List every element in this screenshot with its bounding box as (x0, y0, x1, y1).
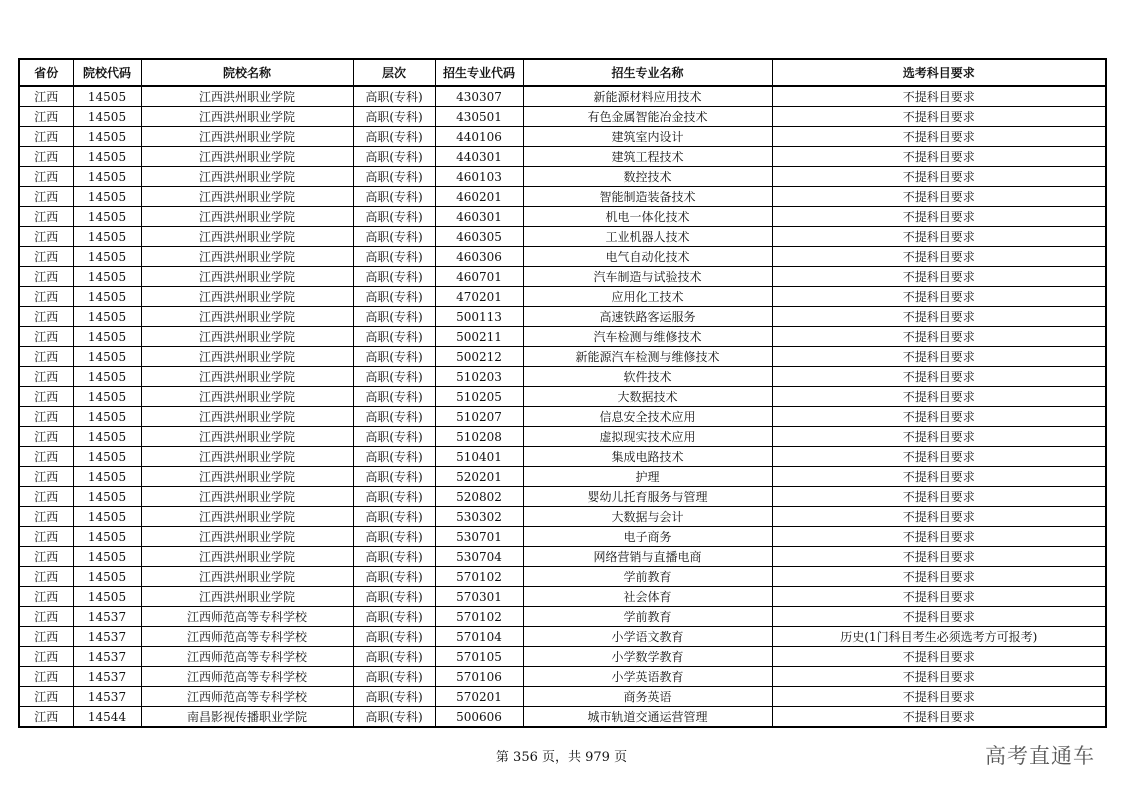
table-row (19, 247, 1106, 267)
cell-level: 高职(专科) (353, 627, 435, 647)
cell-school-name: 江西洪州职业学院 (141, 167, 353, 187)
cell-level: 高职(专科) (353, 567, 435, 587)
cell-major-name: 大数据技术 (523, 387, 772, 407)
cell-subject-requirement: 不提科目要求 (772, 647, 1106, 667)
cell-school-code: 14505 (73, 307, 141, 327)
cell-level: 高职(专科) (353, 327, 435, 347)
cell-major-code: 570301 (435, 587, 523, 607)
cell-major-code: 570102 (435, 567, 523, 587)
column-header-major-name: 招生专业名称 (523, 59, 772, 86)
cell-subject-requirement: 不提科目要求 (772, 227, 1106, 247)
cell-subject-requirement: 不提科目要求 (772, 247, 1106, 267)
cell-province: 江西 (19, 107, 73, 127)
cell-subject-requirement: 不提科目要求 (772, 107, 1106, 127)
cell-school-name: 江西洪州职业学院 (141, 347, 353, 367)
cell-school-code: 14505 (73, 187, 141, 207)
cell-school-code: 14537 (73, 687, 141, 707)
cell-major-name: 汽车制造与试验技术 (523, 267, 772, 287)
cell-school-code: 14505 (73, 107, 141, 127)
cell-subject-requirement: 不提科目要求 (772, 487, 1106, 507)
cell-level: 高职(专科) (353, 507, 435, 527)
cell-major-name: 应用化工技术 (523, 287, 772, 307)
cell-school-code: 14505 (73, 507, 141, 527)
cell-school-name: 江西洪州职业学院 (141, 107, 353, 127)
cell-school-code: 14505 (73, 227, 141, 247)
table-row (19, 427, 1106, 447)
cell-major-code: 500606 (435, 707, 523, 728)
cell-subject-requirement: 不提科目要求 (772, 447, 1106, 467)
cell-province: 江西 (19, 187, 73, 207)
cell-school-code: 14505 (73, 247, 141, 267)
cell-major-name: 电气自动化技术 (523, 247, 772, 267)
cell-subject-requirement: 不提科目要求 (772, 407, 1106, 427)
table-row (19, 587, 1106, 607)
cell-school-code: 14505 (73, 467, 141, 487)
cell-level: 高职(专科) (353, 187, 435, 207)
table-row (19, 227, 1106, 247)
cell-province: 江西 (19, 267, 73, 287)
cell-level: 高职(专科) (353, 347, 435, 367)
cell-major-name: 小学英语教育 (523, 667, 772, 687)
cell-major-code: 460306 (435, 247, 523, 267)
cell-level: 高职(专科) (353, 427, 435, 447)
cell-province: 江西 (19, 567, 73, 587)
table-row (19, 327, 1106, 347)
table-row (19, 467, 1106, 487)
cell-school-name: 江西师范高等专科学校 (141, 607, 353, 627)
cell-level: 高职(专科) (353, 167, 435, 187)
cell-level: 高职(专科) (353, 227, 435, 247)
cell-major-code: 430501 (435, 107, 523, 127)
cell-level: 高职(专科) (353, 547, 435, 567)
cell-subject-requirement: 不提科目要求 (772, 607, 1106, 627)
cell-major-code: 510208 (435, 427, 523, 447)
cell-province: 江西 (19, 207, 73, 227)
cell-school-code: 14505 (73, 147, 141, 167)
cell-school-code: 14505 (73, 327, 141, 347)
cell-subject-requirement: 不提科目要求 (772, 127, 1106, 147)
cell-province: 江西 (19, 607, 73, 627)
cell-school-code: 14505 (73, 347, 141, 367)
cell-school-name: 江西洪州职业学院 (141, 307, 353, 327)
cell-subject-requirement: 不提科目要求 (772, 687, 1106, 707)
cell-school-code: 14544 (73, 707, 141, 728)
cell-province: 江西 (19, 527, 73, 547)
column-header-major-code: 招生专业代码 (435, 59, 523, 86)
cell-school-name: 江西洪州职业学院 (141, 387, 353, 407)
cell-province: 江西 (19, 127, 73, 147)
table-row (19, 107, 1106, 127)
cell-province: 江西 (19, 467, 73, 487)
cell-province: 江西 (19, 247, 73, 267)
cell-subject-requirement: 不提科目要求 (772, 387, 1106, 407)
table-row (19, 667, 1106, 687)
cell-level: 高职(专科) (353, 107, 435, 127)
cell-major-name: 有色金属智能冶金技术 (523, 107, 772, 127)
table-row (19, 647, 1106, 667)
cell-school-code: 14537 (73, 647, 141, 667)
cell-major-code: 570201 (435, 687, 523, 707)
cell-level: 高职(专科) (353, 407, 435, 427)
cell-major-name: 智能制造装备技术 (523, 187, 772, 207)
cell-school-code: 14505 (73, 527, 141, 547)
table-row (19, 687, 1106, 707)
cell-school-code: 14505 (73, 407, 141, 427)
cell-subject-requirement: 不提科目要求 (772, 587, 1106, 607)
cell-subject-requirement: 不提科目要求 (772, 707, 1106, 728)
table-row (19, 487, 1106, 507)
cell-major-name: 婴幼儿托育服务与管理 (523, 487, 772, 507)
table-row (19, 407, 1106, 427)
cell-school-name: 江西洪州职业学院 (141, 467, 353, 487)
cell-major-name: 商务英语 (523, 687, 772, 707)
cell-major-code: 530704 (435, 547, 523, 567)
cell-level: 高职(专科) (353, 247, 435, 267)
cell-school-name: 江西洪州职业学院 (141, 427, 353, 447)
cell-province: 江西 (19, 587, 73, 607)
cell-province: 江西 (19, 347, 73, 367)
cell-level: 高职(专科) (353, 307, 435, 327)
cell-school-name: 江西洪州职业学院 (141, 407, 353, 427)
cell-school-code: 14537 (73, 627, 141, 647)
cell-school-code: 14505 (73, 267, 141, 287)
cell-major-name: 集成电路技术 (523, 447, 772, 467)
cell-level: 高职(专科) (353, 367, 435, 387)
cell-major-name: 网络营销与直播电商 (523, 547, 772, 567)
table-row (19, 287, 1106, 307)
cell-school-name: 江西洪州职业学院 (141, 367, 353, 387)
table-body (19, 86, 1106, 727)
cell-major-name: 学前教育 (523, 567, 772, 587)
watermark-logo-text: 高考直通车 (985, 744, 1095, 768)
cell-subject-requirement: 不提科目要求 (772, 307, 1106, 327)
cell-major-code: 440301 (435, 147, 523, 167)
cell-major-name: 机电一体化技术 (523, 207, 772, 227)
cell-major-name: 数控技术 (523, 167, 772, 187)
cell-school-name: 江西洪州职业学院 (141, 86, 353, 107)
cell-school-name: 江西师范高等专科学校 (141, 687, 353, 707)
cell-province: 江西 (19, 487, 73, 507)
table-row (19, 707, 1106, 728)
cell-major-name: 信息安全技术应用 (523, 407, 772, 427)
column-header-subject-requirement: 选考科目要求 (772, 59, 1106, 86)
table-row (19, 387, 1106, 407)
cell-major-name: 工业机器人技术 (523, 227, 772, 247)
table-row (19, 507, 1106, 527)
cell-school-code: 14505 (73, 487, 141, 507)
cell-level: 高职(专科) (353, 687, 435, 707)
cell-school-name: 江西师范高等专科学校 (141, 647, 353, 667)
cell-subject-requirement: 不提科目要求 (772, 347, 1106, 367)
cell-province: 江西 (19, 687, 73, 707)
cell-level: 高职(专科) (353, 207, 435, 227)
cell-major-name: 软件技术 (523, 367, 772, 387)
cell-major-name: 小学数学教育 (523, 647, 772, 667)
cell-school-name: 江西洪州职业学院 (141, 587, 353, 607)
cell-school-code: 14505 (73, 447, 141, 467)
cell-province: 江西 (19, 647, 73, 667)
cell-province: 江西 (19, 707, 73, 728)
cell-school-name: 江西洪州职业学院 (141, 287, 353, 307)
cell-province: 江西 (19, 86, 73, 107)
cell-subject-requirement: 不提科目要求 (772, 147, 1106, 167)
table-row (19, 307, 1106, 327)
cell-school-name: 江西洪州职业学院 (141, 527, 353, 547)
cell-subject-requirement: 不提科目要求 (772, 567, 1106, 587)
cell-major-code: 430307 (435, 86, 523, 107)
cell-major-name: 护理 (523, 467, 772, 487)
cell-subject-requirement: 不提科目要求 (772, 467, 1106, 487)
cell-level: 高职(专科) (353, 447, 435, 467)
cell-major-name: 建筑室内设计 (523, 127, 772, 147)
cell-major-code: 530302 (435, 507, 523, 527)
cell-school-code: 14505 (73, 207, 141, 227)
table-row (19, 367, 1106, 387)
cell-level: 高职(专科) (353, 587, 435, 607)
cell-subject-requirement: 不提科目要求 (772, 167, 1106, 187)
table-row (19, 187, 1106, 207)
cell-subject-requirement: 不提科目要求 (772, 187, 1106, 207)
cell-major-code: 470201 (435, 287, 523, 307)
cell-major-code: 500211 (435, 327, 523, 347)
cell-subject-requirement: 不提科目要求 (772, 527, 1106, 547)
cell-major-code: 460305 (435, 227, 523, 247)
cell-province: 江西 (19, 287, 73, 307)
table-row (19, 527, 1106, 547)
cell-province: 江西 (19, 387, 73, 407)
cell-school-name: 江西洪州职业学院 (141, 487, 353, 507)
table-row (19, 86, 1106, 107)
cell-major-code: 460103 (435, 167, 523, 187)
cell-school-name: 江西洪州职业学院 (141, 267, 353, 287)
table-row (19, 567, 1106, 587)
cell-school-code: 14505 (73, 127, 141, 147)
cell-major-name: 学前教育 (523, 607, 772, 627)
column-header-level: 层次 (353, 59, 435, 86)
cell-level: 高职(专科) (353, 287, 435, 307)
cell-school-code: 14505 (73, 587, 141, 607)
cell-major-code: 520201 (435, 467, 523, 487)
cell-level: 高职(专科) (353, 487, 435, 507)
cell-major-code: 570104 (435, 627, 523, 647)
cell-level: 高职(专科) (353, 667, 435, 687)
cell-major-name: 社会体育 (523, 587, 772, 607)
cell-major-name: 高速铁路客运服务 (523, 307, 772, 327)
cell-province: 江西 (19, 147, 73, 167)
cell-school-name: 江西洪州职业学院 (141, 147, 353, 167)
cell-major-code: 570106 (435, 667, 523, 687)
cell-subject-requirement: 不提科目要求 (772, 287, 1106, 307)
cell-level: 高职(专科) (353, 86, 435, 107)
column-header-province: 省份 (19, 59, 73, 86)
cell-subject-requirement: 不提科目要求 (772, 207, 1106, 227)
cell-school-name: 江西师范高等专科学校 (141, 667, 353, 687)
cell-province: 江西 (19, 627, 73, 647)
cell-major-name: 大数据与会计 (523, 507, 772, 527)
cell-major-name: 建筑工程技术 (523, 147, 772, 167)
cell-major-code: 460201 (435, 187, 523, 207)
cell-subject-requirement: 不提科目要求 (772, 327, 1106, 347)
cell-major-name: 汽车检测与维修技术 (523, 327, 772, 347)
cell-major-code: 500113 (435, 307, 523, 327)
table-row (19, 267, 1106, 287)
cell-level: 高职(专科) (353, 147, 435, 167)
cell-subject-requirement: 不提科目要求 (772, 667, 1106, 687)
cell-province: 江西 (19, 307, 73, 327)
table-row (19, 207, 1106, 227)
cell-level: 高职(专科) (353, 387, 435, 407)
table-row (19, 547, 1106, 567)
cell-subject-requirement: 不提科目要求 (772, 367, 1106, 387)
table-row (19, 147, 1106, 167)
cell-school-name: 江西洪州职业学院 (141, 507, 353, 527)
cell-school-name: 江西洪州职业学院 (141, 547, 353, 567)
cell-school-name: 江西洪州职业学院 (141, 567, 353, 587)
table-row (19, 447, 1106, 467)
cell-subject-requirement: 不提科目要求 (772, 547, 1106, 567)
cell-province: 江西 (19, 227, 73, 247)
cell-major-code: 510401 (435, 447, 523, 467)
cell-major-name: 小学语文教育 (523, 627, 772, 647)
cell-level: 高职(专科) (353, 467, 435, 487)
cell-school-code: 14505 (73, 547, 141, 567)
cell-major-name: 虚拟现实技术应用 (523, 427, 772, 447)
cell-province: 江西 (19, 167, 73, 187)
cell-province: 江西 (19, 407, 73, 427)
cell-province: 江西 (19, 447, 73, 467)
cell-school-code: 14505 (73, 427, 141, 447)
cell-major-code: 510203 (435, 367, 523, 387)
cell-major-code: 520802 (435, 487, 523, 507)
cell-level: 高职(专科) (353, 707, 435, 728)
cell-school-code: 14537 (73, 607, 141, 627)
cell-school-name: 江西师范高等专科学校 (141, 627, 353, 647)
table-row (19, 607, 1106, 627)
cell-subject-requirement: 不提科目要求 (772, 427, 1106, 447)
cell-school-name: 江西洪州职业学院 (141, 447, 353, 467)
cell-school-code: 14505 (73, 367, 141, 387)
cell-level: 高职(专科) (353, 127, 435, 147)
cell-level: 高职(专科) (353, 647, 435, 667)
cell-major-code: 510205 (435, 387, 523, 407)
cell-province: 江西 (19, 507, 73, 527)
cell-school-code: 14505 (73, 86, 141, 107)
cell-province: 江西 (19, 547, 73, 567)
cell-major-code: 460701 (435, 267, 523, 287)
cell-major-name: 电子商务 (523, 527, 772, 547)
cell-major-code: 570105 (435, 647, 523, 667)
cell-major-name: 新能源汽车检测与维修技术 (523, 347, 772, 367)
cell-major-code: 500212 (435, 347, 523, 367)
cell-major-name: 新能源材料应用技术 (523, 86, 772, 107)
cell-school-name: 江西洪州职业学院 (141, 227, 353, 247)
cell-province: 江西 (19, 367, 73, 387)
table-row (19, 167, 1106, 187)
cell-province: 江西 (19, 427, 73, 447)
cell-school-name: 南昌影视传播职业学院 (141, 707, 353, 728)
table-header-row (19, 59, 1106, 86)
cell-subject-requirement: 不提科目要求 (772, 86, 1106, 107)
cell-province: 江西 (19, 327, 73, 347)
cell-school-code: 14505 (73, 287, 141, 307)
cell-major-code: 510207 (435, 407, 523, 427)
cell-province: 江西 (19, 667, 73, 687)
cell-subject-requirement: 历史(1门科目考生必须选考方可报考) (772, 627, 1106, 647)
column-header-school-code: 院校代码 (73, 59, 141, 86)
admissions-table (18, 58, 1107, 728)
cell-school-code: 14505 (73, 167, 141, 187)
cell-school-name: 江西洪州职业学院 (141, 327, 353, 347)
cell-school-name: 江西洪州职业学院 (141, 187, 353, 207)
cell-subject-requirement: 不提科目要求 (772, 267, 1106, 287)
cell-school-code: 14537 (73, 667, 141, 687)
column-header-school-name: 院校名称 (141, 59, 353, 86)
cell-school-name: 江西洪州职业学院 (141, 127, 353, 147)
table-row (19, 347, 1106, 367)
page-number-footer: 第 356 页，共 979 页 (495, 750, 628, 765)
cell-major-code: 530701 (435, 527, 523, 547)
cell-level: 高职(专科) (353, 607, 435, 627)
cell-major-code: 440106 (435, 127, 523, 147)
cell-major-code: 460301 (435, 207, 523, 227)
cell-level: 高职(专科) (353, 527, 435, 547)
table-row (19, 627, 1106, 647)
cell-major-code: 570102 (435, 607, 523, 627)
cell-school-code: 14505 (73, 567, 141, 587)
cell-major-name: 城市轨道交通运营管理 (523, 707, 772, 728)
cell-level: 高职(专科) (353, 267, 435, 287)
cell-school-name: 江西洪州职业学院 (141, 247, 353, 267)
table-row (19, 127, 1106, 147)
cell-school-name: 江西洪州职业学院 (141, 207, 353, 227)
cell-subject-requirement: 不提科目要求 (772, 507, 1106, 527)
admissions-table-container (18, 58, 1105, 728)
cell-school-code: 14505 (73, 387, 141, 407)
